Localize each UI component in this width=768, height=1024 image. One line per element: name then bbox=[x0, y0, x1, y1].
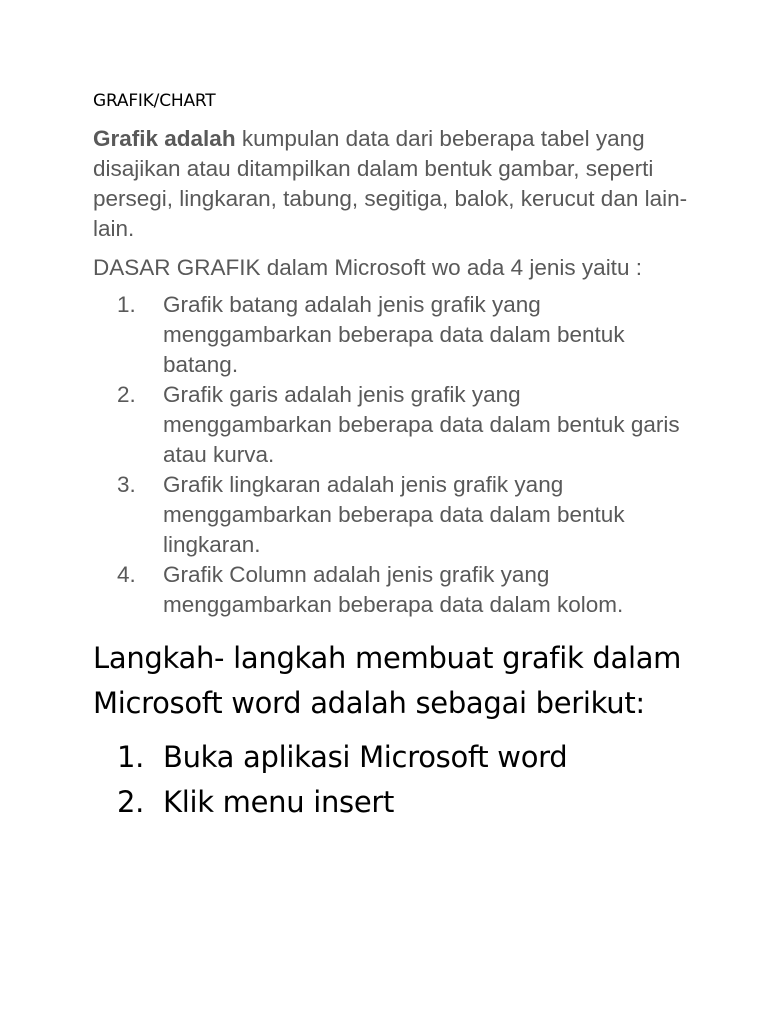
steps-heading: Langkah- langkah membuat grafik dalam Microsoft word adalah sebagai berikut: bbox=[93, 641, 682, 720]
list-item bbox=[93, 380, 693, 470]
dasar-paragraph: DASAR GRAFIK dalam Microsoft wo ada 4 jenis yaitu : bbox=[93, 255, 642, 280]
list-item-number: 1. bbox=[117, 740, 145, 774]
list-item bbox=[93, 560, 693, 620]
list-item-text: Grafik Column adalah jenis grafik yang menggambarkan beberapa data dalam kolom. bbox=[163, 562, 624, 617]
list-item-text: Grafik batang adalah jenis grafik yang menggambarkan beberapa data dalam bentuk batang. bbox=[163, 292, 625, 377]
steps-list bbox=[93, 735, 693, 825]
list-item-number: 2. bbox=[117, 785, 145, 819]
list-item bbox=[93, 780, 693, 825]
list-item-text: Grafik lingkaran adalah jenis grafik yang menggambarkan beberapa data dalam bentuk lingkaran. bbox=[163, 472, 625, 557]
intro-paragraph bbox=[93, 124, 693, 244]
list-item-text: Grafik garis adalah jenis grafik yang menggambarkan beberapa data dalam bentuk garis atau kurva. bbox=[163, 382, 680, 467]
list-item-text: Klik menu insert bbox=[163, 785, 395, 819]
list-item-text: Buka aplikasi Microsoft word bbox=[163, 740, 568, 774]
list-item-number: 2. bbox=[117, 382, 136, 407]
document-title: GRAFIK/CHART bbox=[93, 91, 216, 111]
intro-text: kumpulan data dari beberapa tabel yang disajikan atau ditampilkan dalam bentuk gambar, seperti persegi, lingkaran, tabung, segitiga, balok, kerucut dan lain-lain. bbox=[93, 126, 688, 241]
list-item bbox=[93, 290, 693, 380]
list-item bbox=[93, 735, 693, 780]
document-content bbox=[93, 90, 693, 825]
list-item-number: 1. bbox=[117, 292, 136, 317]
chart-types-list bbox=[93, 290, 693, 620]
intro-term: Grafik adalah bbox=[93, 126, 236, 151]
list-item-number: 3. bbox=[117, 472, 136, 497]
list-item-number: 4. bbox=[117, 562, 136, 587]
list-item bbox=[93, 470, 693, 560]
